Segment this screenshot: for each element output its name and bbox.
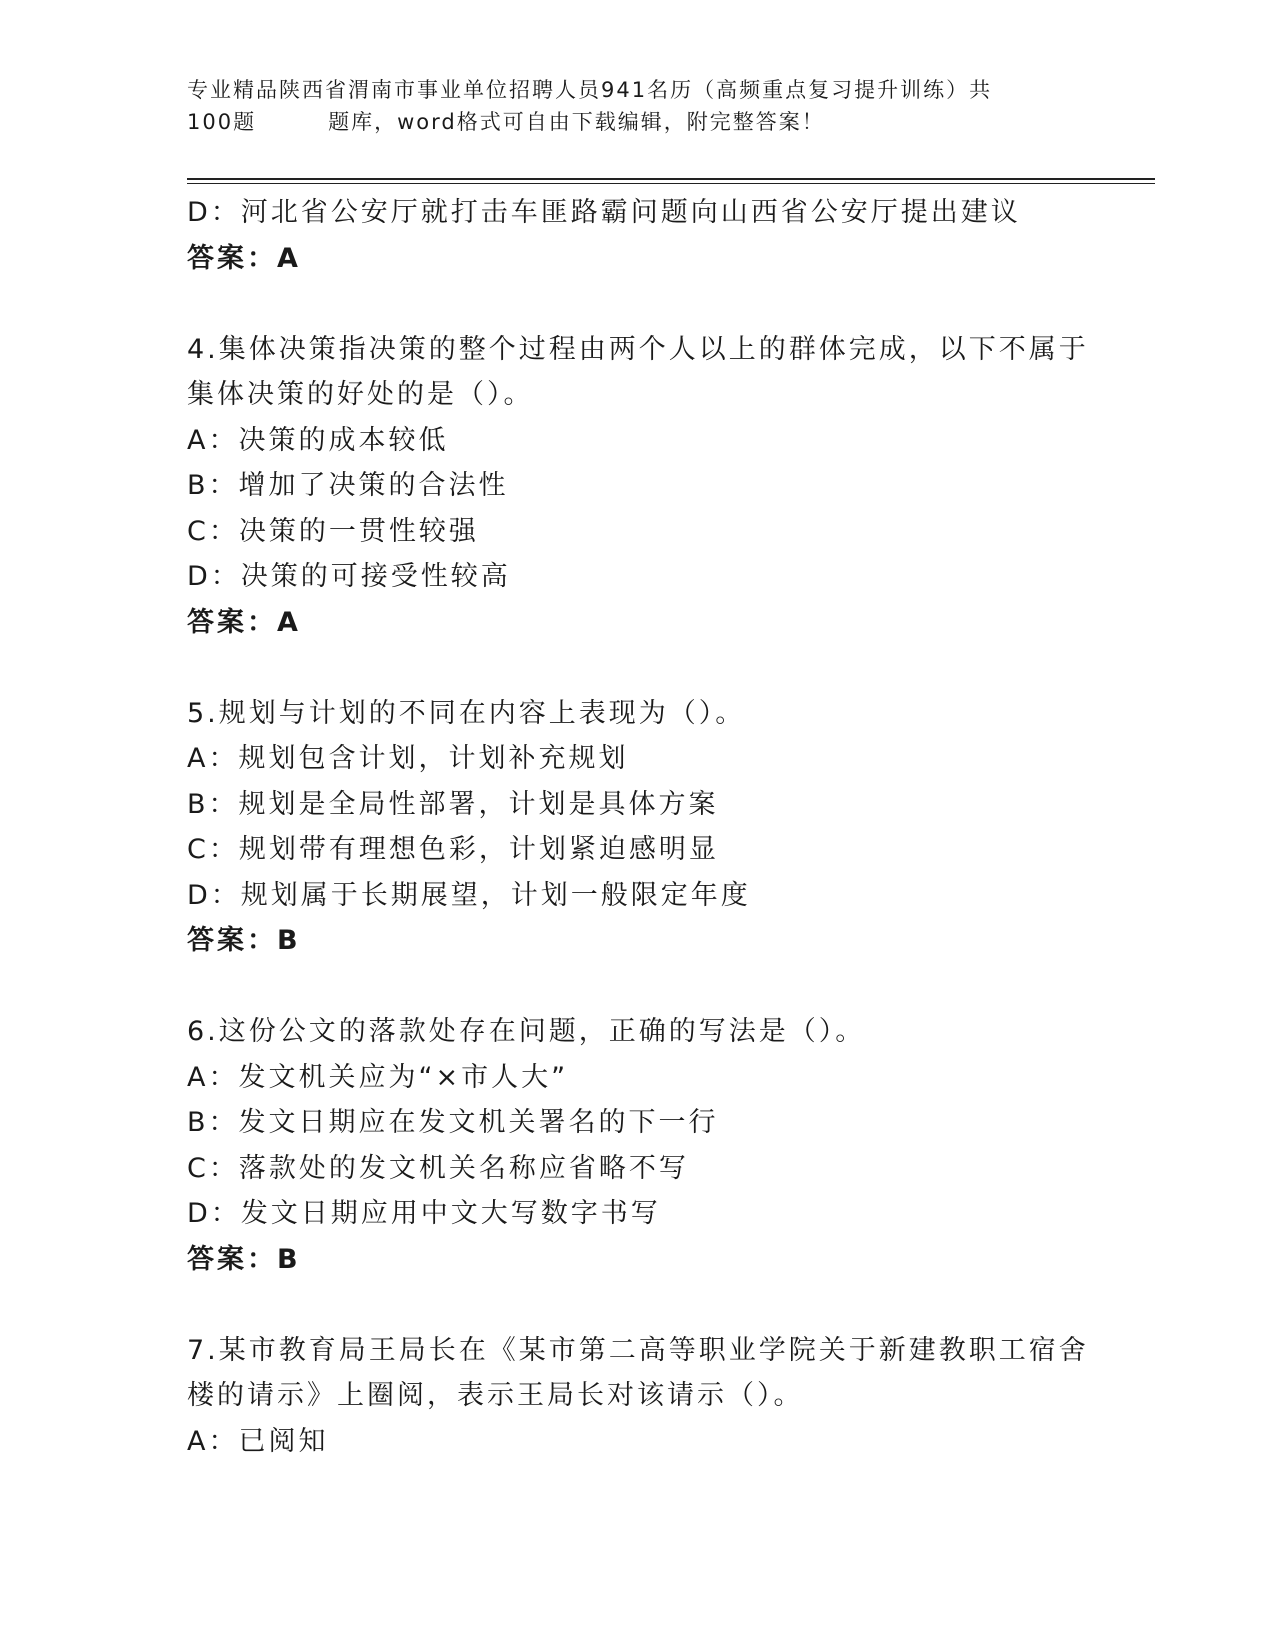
q5-option-b: B：规划是全局性部署，计划是具体方案 [187, 788, 719, 820]
q7-stem-line-2: 楼的请示》上圈阅，表示王局长对该请示（）。 [187, 1380, 804, 1411]
q7-stem-line-1: 7.某市教育局王局长在《某市第二高等职业学院关于新建教职工宿舍 [187, 1334, 1089, 1366]
q6-option-a: A：发文机关应为“×市人大” [187, 1061, 569, 1093]
q7-option-a: A：已阅知 [187, 1425, 329, 1457]
q5-option-c: C：规划带有理想色彩，计划紧迫感明显 [187, 834, 719, 865]
q6-option-d: D：发文日期应用中文大写数字书写 [187, 1198, 661, 1229]
q5-option-a: A：规划包含计划，计划补充规划 [187, 743, 629, 774]
q6-stem: 6.这份公文的落款处存在问题，正确的写法是（）。 [187, 1016, 866, 1047]
header-line-1: 专业精品陕西省渭南市事业单位招聘人员941名历（高频重点复习提升训练）共 [187, 78, 993, 102]
q4-stem-line-2: 集体决策的好处的是（）。 [187, 379, 534, 410]
header-divider-thin [187, 183, 1155, 184]
question-content [187, 190, 1087, 1464]
q5-stem: 5.规划与计划的不同在内容上表现为（）。 [187, 697, 746, 729]
header-description: 题库，word格式可自由下载编辑，附完整答案！ [328, 110, 825, 134]
q4-option-d: D：决策的可接受性较高 [187, 561, 511, 592]
q6-option-c: C：落款处的发文机关名称应省略不写 [187, 1152, 689, 1184]
q6-answer: 答案：B [187, 1243, 301, 1275]
q6-option-b: B：发文日期应在发文机关署名的下一行 [187, 1107, 719, 1138]
q4-option-b: B：增加了决策的合法性 [187, 470, 509, 501]
q4-answer: 答案：A [187, 606, 301, 638]
prev-option-d: D：河北省公安厅就打击车匪路霸问题向山西省公安厅提出建议 [187, 197, 1021, 228]
q5-option-d: D：规划属于长期展望，计划一般限定年度 [187, 879, 751, 911]
q4-stem-line-1: 4.集体决策指决策的整个过程由两个人以上的群体完成，以下不属于 [187, 333, 1089, 365]
document-header [187, 74, 1087, 138]
prev-answer: 答案：A [187, 242, 301, 274]
q4-option-c: C：决策的一贯性较强 [187, 515, 479, 547]
q5-answer: 答案：B [187, 925, 301, 956]
header-count: 100题 [187, 110, 257, 134]
header-divider-thick [187, 178, 1155, 180]
q4-option-a: A：决策的成本较低 [187, 424, 449, 456]
header-line-2 [187, 106, 1087, 138]
